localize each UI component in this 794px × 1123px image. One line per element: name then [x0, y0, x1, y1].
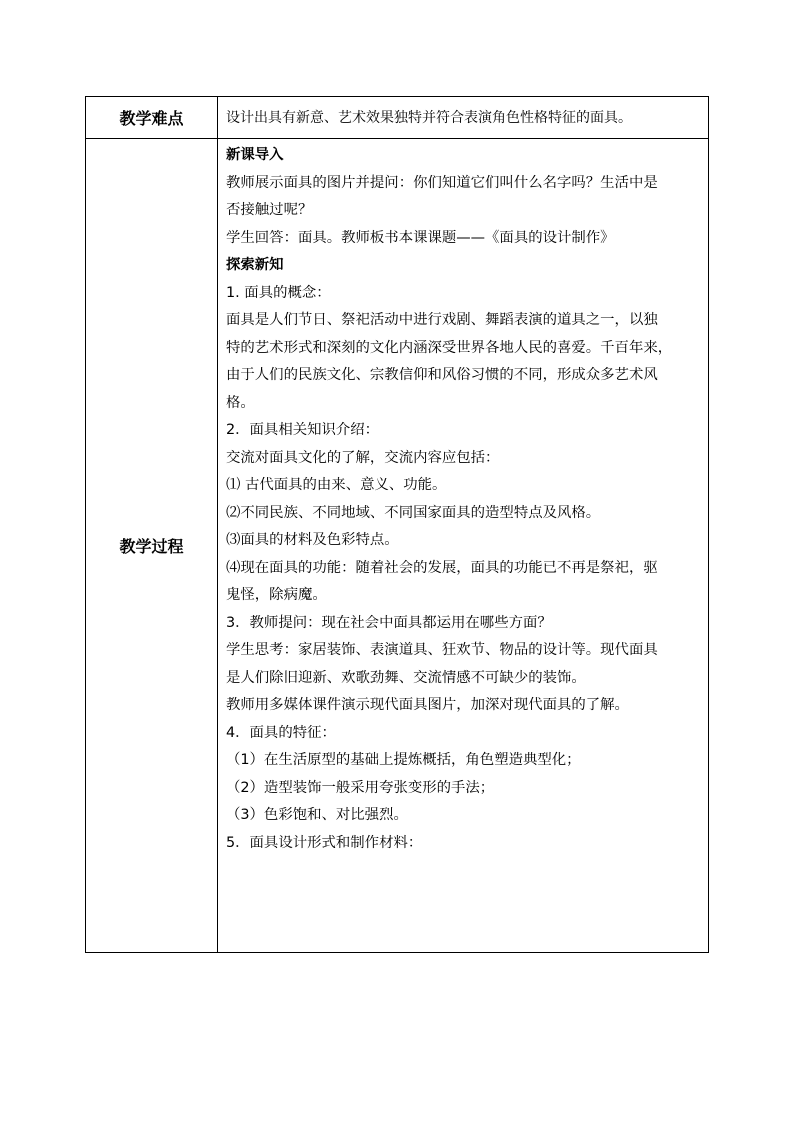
process-lines	[226, 142, 702, 857]
text-line: 否接触过呢？	[226, 202, 313, 218]
text-line: 3．教师提问：现在社会中面具都运用在哪些方面？	[226, 614, 552, 631]
text-line: 是人们除旧迎新、欢歌劲舞、交流情感不可缺少的装饰。	[226, 669, 586, 686]
section-heading: 探索新知	[226, 257, 284, 273]
text-line: 教师用多媒体课件演示现代面具图片，加深对现代面具的了解。	[226, 697, 629, 713]
text-line: 教师展示面具的图片并提问：你们知道它们叫什么名字吗？生活中是	[226, 174, 658, 191]
text-line: 1. 面具的概念：	[226, 284, 331, 301]
text-line: ⑶面具的材料及色彩特点。	[226, 532, 399, 548]
process-row	[86, 139, 709, 953]
text-line: 4．面具的特征：	[226, 724, 336, 741]
text-line: 由于人们的民族文化、宗教信仰和风俗习惯的不同，形成众多艺术风	[226, 367, 658, 383]
text-line: ⑴ 古代面具的由来、意义、功能。	[226, 477, 447, 493]
text-line: 交流对面具文化的了解，交流内容应包括：	[226, 449, 500, 466]
text-line: ⑷现在面具的功能：随着社会的发展，面具的功能已不再是祭祀，驱	[226, 559, 658, 576]
text-line: （1）在生活原型的基础上提炼概括，角色塑造典型化；	[226, 752, 581, 768]
text-line: 格。	[226, 394, 255, 411]
difficulty-text: 设计出具有新意、艺术效果独特并符合表演角色性格特征的面具。	[218, 97, 709, 139]
text-line: 学生思考：家居装饰、表演道具、狂欢节、物品的设计等。现代面具	[226, 642, 658, 658]
text-line: 5．面具设计形式和制作材料：	[226, 834, 423, 851]
text-line: 特的艺术形式和深刻的文化内涵深受世界各地人民的喜爱。千百年来，	[226, 339, 673, 356]
process-label: 教学过程	[86, 139, 218, 953]
text-line: ⑵不同民族、不同地域、不同国家面具的造型特点及风格。	[226, 504, 601, 521]
process-content	[218, 139, 709, 953]
text-line: （3）色彩饱和、对比强烈。	[226, 807, 408, 823]
section-heading: 新课导入	[226, 147, 284, 163]
text-line: 鬼怪，除病魔。	[226, 587, 327, 603]
text-line: 学生回答：面具。教师板书本课课题——《面具的设计制作》	[226, 229, 615, 246]
text-line: 面具是人们节日、祭祀活动中进行戏剧、舞蹈表演的道具之一，以独	[226, 312, 658, 328]
text-line: （2）造型装饰一般采用夸张变形的手法；	[226, 779, 495, 796]
lesson-plan-table	[85, 96, 709, 953]
text-line: 2．面具相关知识介绍：	[226, 422, 380, 438]
difficulty-label: 教学难点	[86, 97, 218, 139]
difficulty-row	[86, 97, 709, 139]
